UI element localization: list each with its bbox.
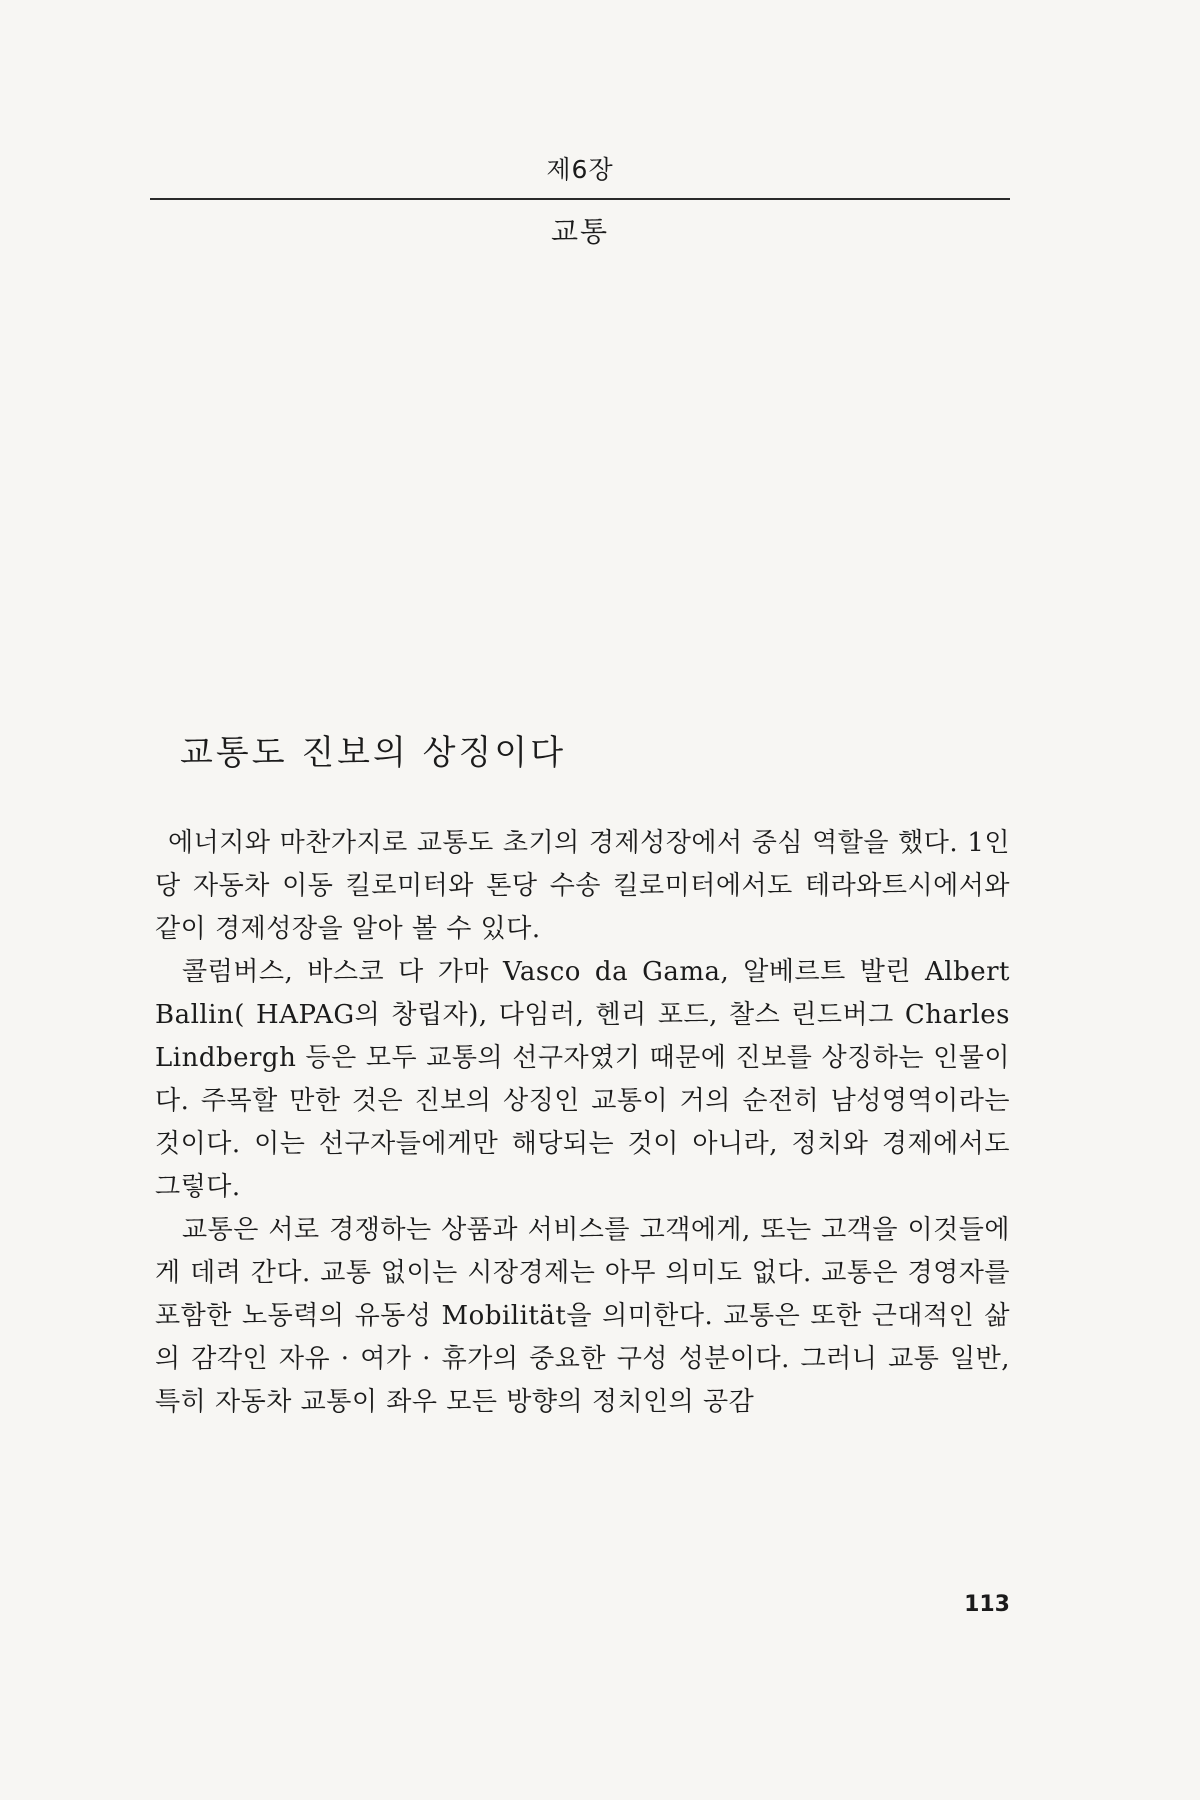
chapter-number: 제6장 (546, 155, 614, 184)
section-heading: 교통도 진보의 상징이다 (180, 733, 567, 773)
chapter-header (150, 0, 1010, 260)
chapter-title: 교통 (550, 215, 610, 248)
chapter-divider (150, 198, 1010, 200)
paragraph: 콜럼버스, 바스코 다 가마 Vasco da Gama, 알베르트 발린 Albert Ballin( HAPAG의 창립자), 다임러, 헨리 포드, 찰스 린드버그 Charles Lindbergh 등은 모두 교통의 선구자였기 때문에 진보를 상징하는 인물이다. 주목할 만한 것은 진보의 상징인 교통이 거의 순전히 남성영역이라는 것이다. 이는 선구자들에게만 해당되는 것이 아니라, 정치와 경제에서도 그렇다. (155, 957, 1010, 1202)
paragraph: 교통은 서로 경쟁하는 상품과 서비스를 고객에게, 또는 고객을 이것들에게 데려 간다. 교통 없이는 시장경제는 아무 의미도 없다. 교통은 경영자를 포함한 노동력의 유동성 Mobilität을 의미한다. 교통은 또한 근대적인 삶의 감각인 자유 · 여가 · 휴가의 중요한 구성 성분이다. 그러니 교통 일반, 특히 자동차 교통이 좌우 모든 방향의 정치인의 공감 (155, 1215, 1010, 1417)
page-number: 113 (964, 1592, 1010, 1617)
body-text (155, 822, 1010, 1424)
paragraph: 에너지와 마찬가지로 교통도 초기의 경제성장에서 중심 역할을 했다. 1인당 자동차 이동 킬로미터와 톤당 수송 킬로미터에서도 테라와트시에서와 같이 경제성장을 알아 볼 수 있다. (155, 828, 1010, 944)
